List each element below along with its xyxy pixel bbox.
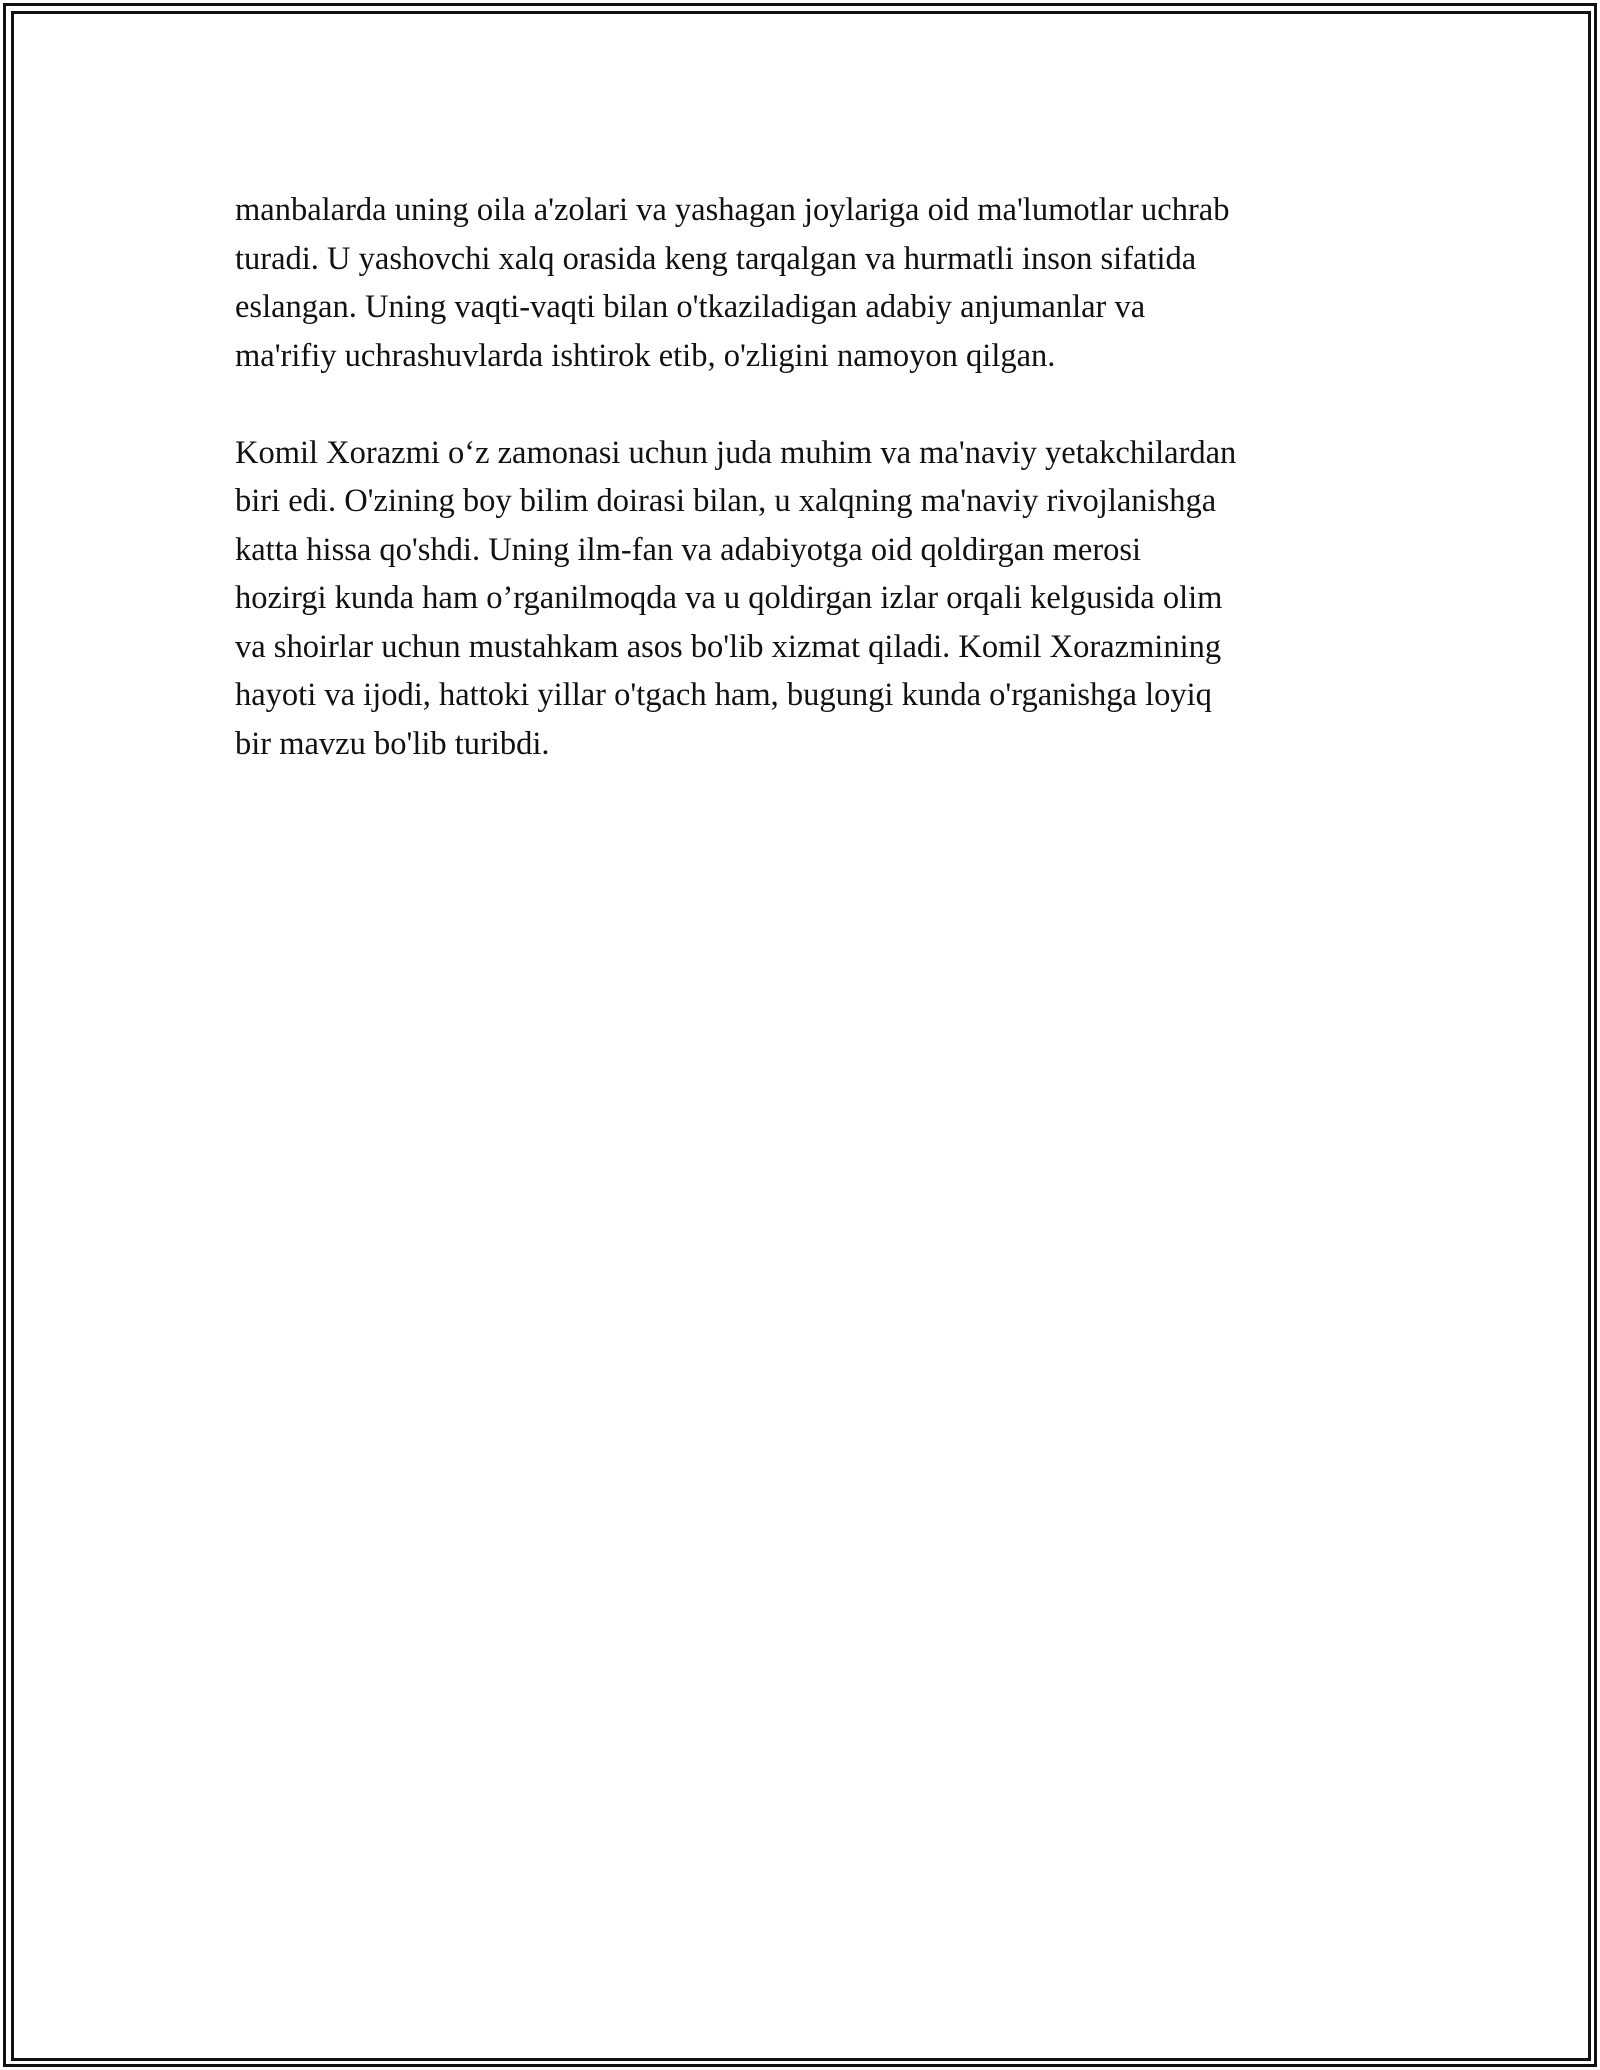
paragraph-line: bir mavzu bo'lib turibdi. [235,725,550,762]
paragraph-line: biri edi. O'zining boy bilim doirasi bilan, u xalqning ma'naviy rivojlanishga [235,483,1217,519]
paragraph-line: hayoti va ijodi, hattoki yillar o'tgach ham, bugungi kunda o'rganishga loyiq [235,677,1212,713]
paragraph-line: katta hissa qo'shdi. Uning ilm-fan va adabiyotga oid qoldirgan merosi [235,531,1142,568]
paragraph-line: Komil Xorazmi o‘z zamonasi uchun juda muhim va ma'naviy yetakchilardan [235,434,1237,471]
paragraph-2 [235,429,1395,769]
document-body [235,186,1395,768]
paragraph-line: turadi. U yashovchi xalq orasida keng tarqalgan va hurmatli inson sifatida [235,240,1197,277]
paragraph-line: ma'rifiy uchrashuvlarda ishtirok etib, o'zligini namoyon qilgan. [235,337,1056,374]
paragraph-line: hozirgi kunda ham o’rganilmoqda va u qoldirgan izlar orqali kelgusida olim [235,580,1223,616]
paragraph-line: va shoirlar uchun mustahkam asos bo'lib xizmat qiladi. Komil Xorazmining [235,628,1222,665]
paragraph-line: manbalarda uning oila a'zolari va yashagan joylariga oid ma'lumotlar uchrab [235,192,1230,228]
paragraph-line: eslangan. Uning vaqti-vaqti bilan o'tkaziladigan adabiy anjumanlar va [235,289,1146,325]
paragraph-1 [235,186,1395,380]
